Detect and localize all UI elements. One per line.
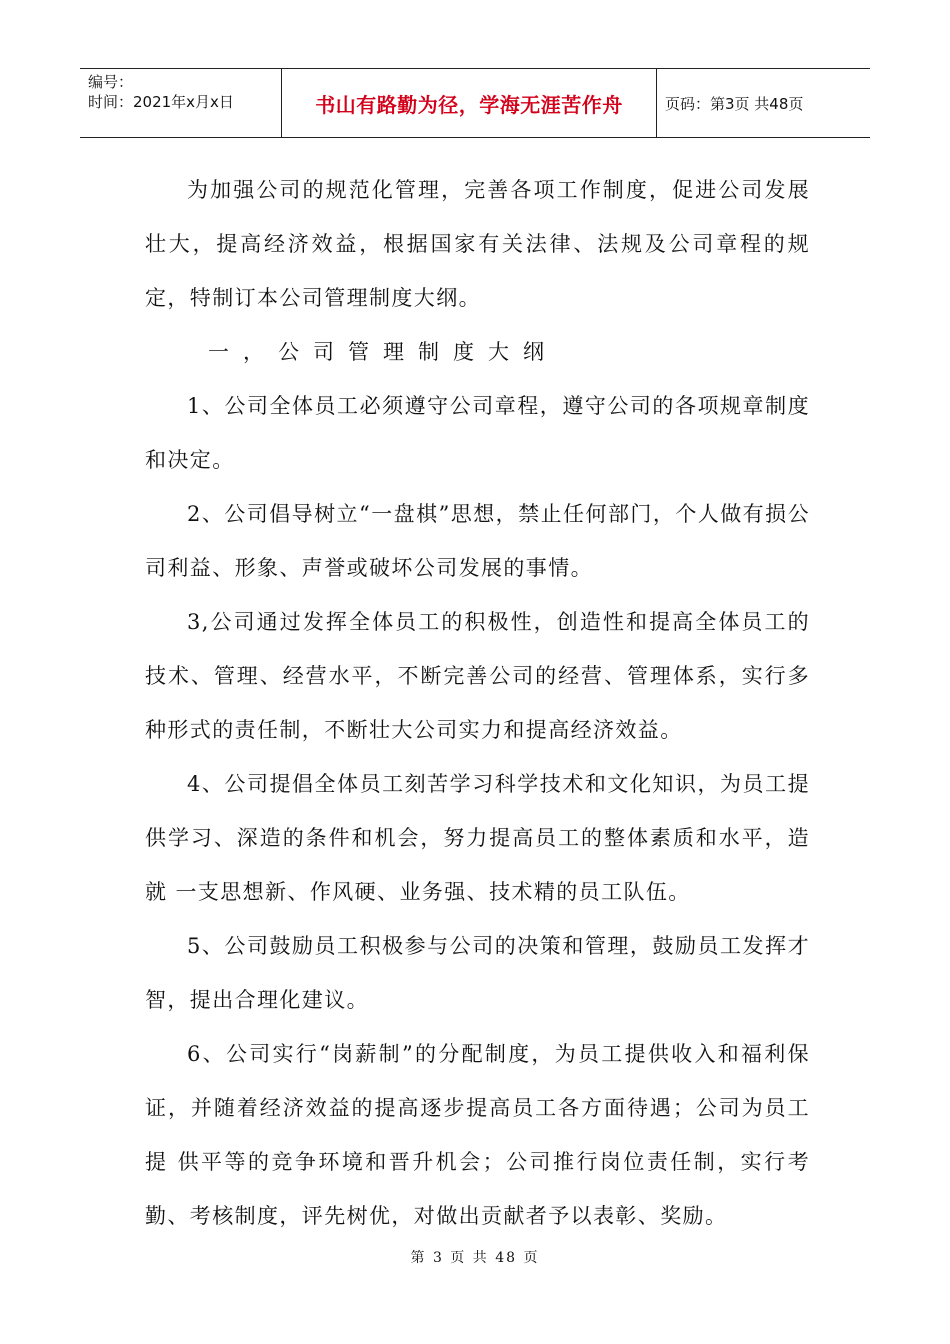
list-item: 2、公司倡导树立“一盘棋”思想，禁止任何部门，个人做有损公司利益、形象、声誉或破坏公司发展的事情。 [145,502,810,580]
header-meta [80,69,282,137]
document-header [80,68,870,138]
page-footer: 第 3 页 共 48 页 [410,1250,540,1266]
section-title: 一，公司管理制度大纲 [208,340,558,364]
number-label: 编号： [88,73,134,91]
intro-paragraph: 为加强公司的规范化管理，完善各项工作制度，促进公司发展壮大，提高经济效益，根据国家有关法律、法规及公司章程的规定，特制订本公司管理制度大纲。 [145,178,810,310]
time-label: 时间：2021年x月x日 [88,93,234,111]
list-item: 1、公司全体员工必须遵守公司章程，遵守公司的各项规章制度和决定。 [145,394,810,472]
list-item: 6、公司实行“岗薪制”的分配制度，为员工提供收入和福利保 证，并随着经济效益的提高逐步提高员工各方面待遇；公司为员工提 供平等的竞争环境和晋升机会；公司推行岗位责任制，实行考勤、考核制度，评先树优，对做出贡献者予以表彰、奖励。 [145,1042,810,1228]
list-item: 5、公司鼓励员工积极参与公司的决策和管理，鼓励员工发挥才 智，提出合理化建议。 [145,934,810,1012]
list-item: 4、公司提倡全体员工刻苦学习科学技术和文化知识，为员工提 供学习、深造的条件和机会，努力提高员工的整体素质和水平，造就 一支思想新、作风硬、业务强、技术精的员工队伍。 [145,772,810,904]
header-motto: 书山有路勤为径，学海无涯苦作舟 [282,69,657,137]
list-item: 3,公司通过发挥全体员工的积极性，创造性和提高全体员工的技术、管理、经营水平，不断完善公司的经营、管理体系，实行多种形式的责任制，不断壮大公司实力和提高经济效益。 [145,610,810,742]
document-body [145,163,810,1243]
header-page-label: 页码：第3页 共48页 [665,94,804,113]
